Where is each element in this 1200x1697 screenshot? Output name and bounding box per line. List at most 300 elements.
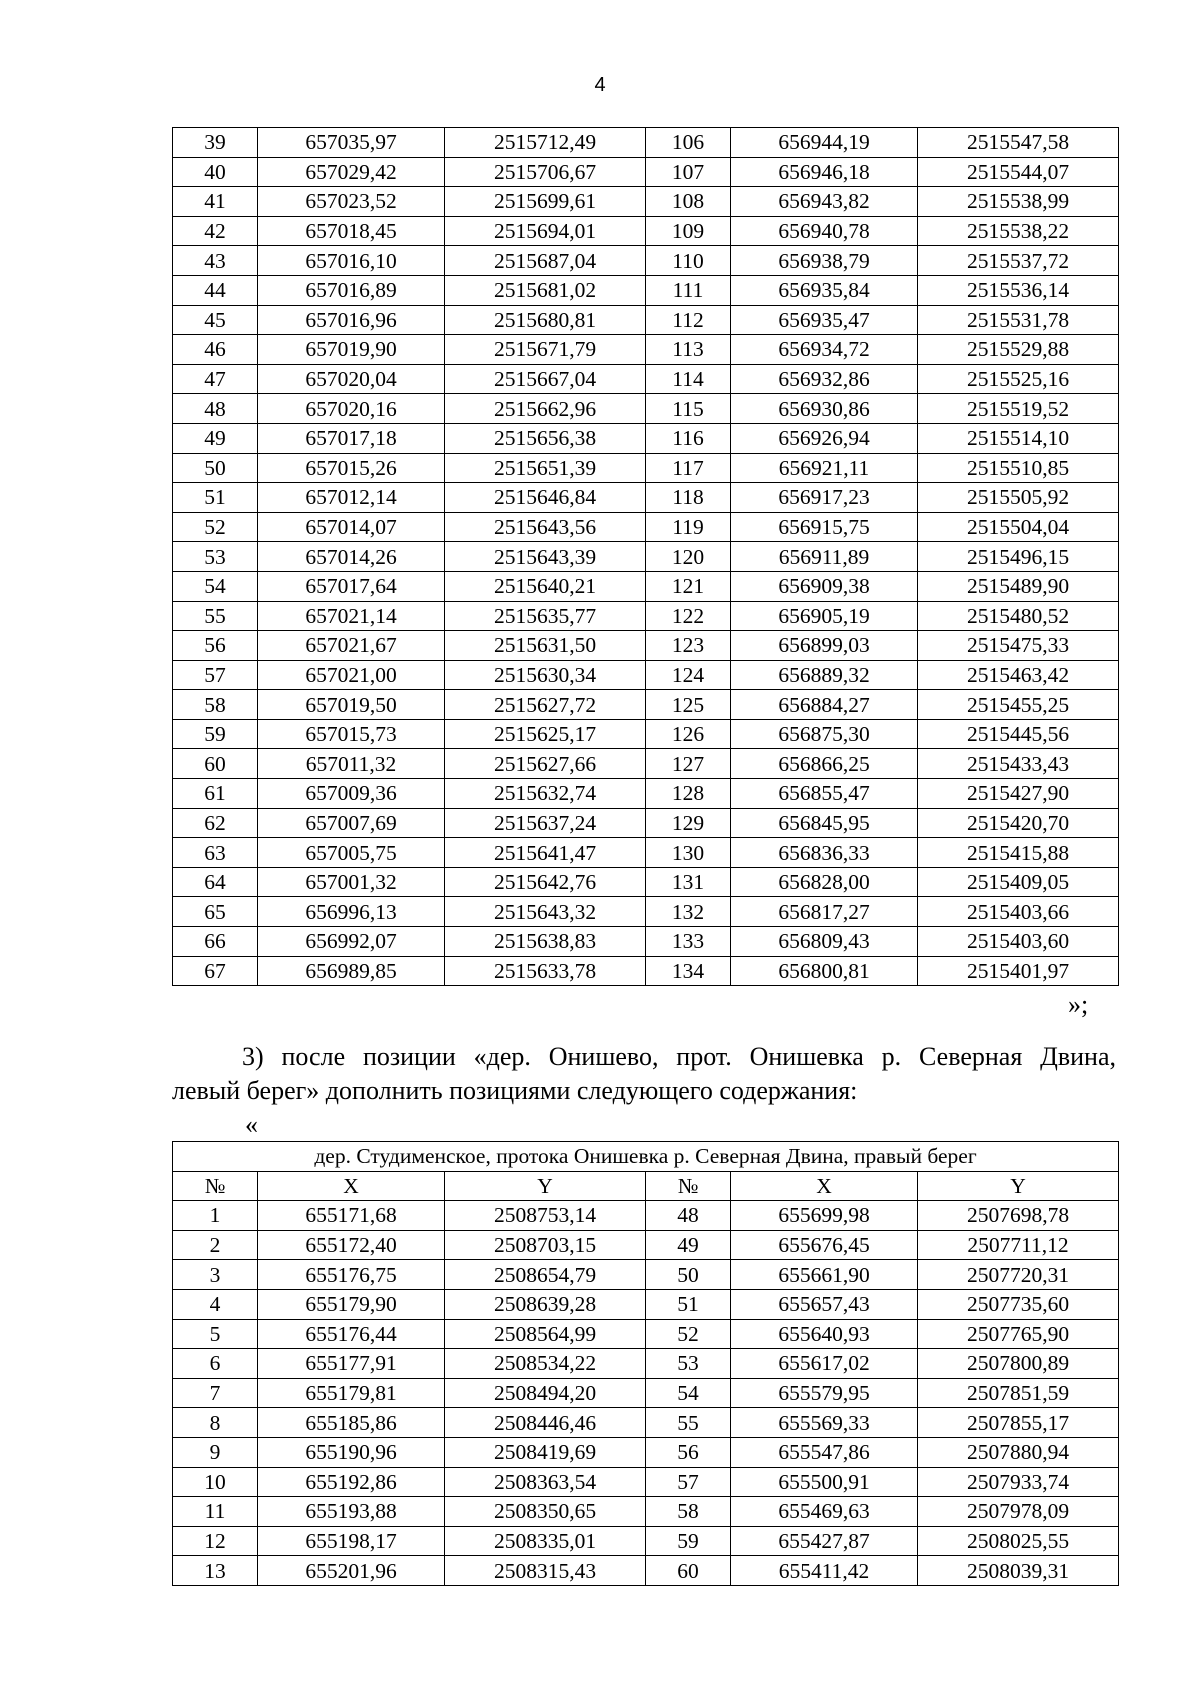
table-row: [173, 927, 1119, 957]
table-cell: 125: [646, 690, 731, 720]
table-cell: 59: [173, 719, 258, 749]
table-cell: 2508639,28: [445, 1289, 646, 1319]
table-cell: 656940,78: [731, 216, 918, 246]
table-cell: 2507765,90: [918, 1319, 1119, 1349]
column-header: №: [173, 1171, 258, 1201]
table-cell: 123: [646, 631, 731, 661]
table-cell: 656875,30: [731, 719, 918, 749]
table-cell: 655176,44: [258, 1319, 445, 1349]
table-cell: 120: [646, 542, 731, 572]
table-cell: 45: [173, 305, 258, 335]
table-row: [173, 542, 1119, 572]
table-cell: 2508363,54: [445, 1467, 646, 1497]
table-cell: 41: [173, 187, 258, 217]
column-header: №: [646, 1171, 731, 1201]
table-cell: 54: [646, 1378, 731, 1408]
table-cell: 2515671,79: [445, 335, 646, 365]
table-row: [173, 1230, 1119, 1260]
table-cell: 61: [173, 779, 258, 809]
table-cell: 656930,86: [731, 394, 918, 424]
table-row: [173, 1260, 1119, 1290]
table-cell: 656817,27: [731, 897, 918, 927]
table-row: [173, 1201, 1119, 1231]
table-cell: 2515455,25: [918, 690, 1119, 720]
table-cell: 656915,75: [731, 512, 918, 542]
table-cell: 2515510,85: [918, 453, 1119, 483]
table-cell: 2508703,15: [445, 1230, 646, 1260]
table-row: [173, 867, 1119, 897]
table-cell: 50: [173, 453, 258, 483]
column-header: X: [258, 1171, 445, 1201]
table-cell: 656866,25: [731, 749, 918, 779]
table-cell: 656944,19: [731, 128, 918, 158]
table-cell: 657019,90: [258, 335, 445, 365]
table-cell: 2515403,66: [918, 897, 1119, 927]
table-cell: 46: [173, 335, 258, 365]
table-cell: 67: [173, 956, 258, 986]
table-cell: 2515631,50: [445, 631, 646, 661]
opening-quote: «: [245, 1110, 258, 1139]
table-cell: 118: [646, 483, 731, 513]
table-cell: 114: [646, 364, 731, 394]
table-cell: 49: [646, 1230, 731, 1260]
table-cell: 656899,03: [731, 631, 918, 661]
table-cell: 2515505,92: [918, 483, 1119, 513]
table-row: [173, 1526, 1119, 1556]
table-cell: 122: [646, 601, 731, 631]
table-cell: 1: [173, 1201, 258, 1231]
table-cell: 12: [173, 1526, 258, 1556]
table-cell: 657014,07: [258, 512, 445, 542]
coordinates-table-studimenskoe: [172, 1141, 1119, 1586]
table-cell: 2515635,77: [445, 601, 646, 631]
table-cell: 657016,89: [258, 275, 445, 305]
table-cell: 39: [173, 128, 258, 158]
table-cell: 656935,84: [731, 275, 918, 305]
table-row: [173, 897, 1119, 927]
table-cell: 655500,91: [731, 1467, 918, 1497]
table-cell: 110: [646, 246, 731, 276]
table-cell: 57: [646, 1467, 731, 1497]
table-cell: 2508039,31: [918, 1556, 1119, 1586]
table-cell: 2515633,78: [445, 956, 646, 986]
table-cell: 657005,75: [258, 838, 445, 868]
table-cell: 657023,52: [258, 187, 445, 217]
coordinates-table-continued: [172, 127, 1119, 986]
paragraph-line-2: левый берег» дополнить позициями следующего содержания:: [172, 1076, 858, 1105]
table-cell: 108: [646, 187, 731, 217]
table-cell: 657021,67: [258, 631, 445, 661]
table-row: [173, 483, 1119, 513]
table-cell: 115: [646, 394, 731, 424]
table-cell: 655411,42: [731, 1556, 918, 1586]
table-cell: 2515409,05: [918, 867, 1119, 897]
table-row: [173, 157, 1119, 187]
table-cell: 655198,17: [258, 1526, 445, 1556]
table-row: [173, 394, 1119, 424]
table-cell: 49: [173, 423, 258, 453]
table-cell: 655176,75: [258, 1260, 445, 1290]
table-cell: 657014,26: [258, 542, 445, 572]
table-cell: 655617,02: [731, 1349, 918, 1379]
table-cell: 2515681,02: [445, 275, 646, 305]
table-cell: 657009,36: [258, 779, 445, 809]
table-cell: 8: [173, 1408, 258, 1438]
table-cell: 10: [173, 1467, 258, 1497]
table-cell: 657007,69: [258, 808, 445, 838]
table-cell: 656935,47: [731, 305, 918, 335]
table-cell: 655657,43: [731, 1289, 918, 1319]
closing-quote: »;: [1068, 990, 1089, 1019]
table-cell: 111: [646, 275, 731, 305]
table-cell: 657015,73: [258, 719, 445, 749]
table-cell: 64: [173, 867, 258, 897]
table-cell: 655193,88: [258, 1497, 445, 1527]
table-row: [173, 1289, 1119, 1319]
column-header: X: [731, 1171, 918, 1201]
table-cell: 2507851,59: [918, 1378, 1119, 1408]
table-cell: 657017,64: [258, 571, 445, 601]
table-cell: 52: [173, 512, 258, 542]
table-row: [173, 1319, 1119, 1349]
table-cell: 58: [173, 690, 258, 720]
table-cell: 2515536,14: [918, 275, 1119, 305]
table-cell: 657021,14: [258, 601, 445, 631]
table-cell: 55: [646, 1408, 731, 1438]
table-cell: 2508654,79: [445, 1260, 646, 1290]
table-cell: 2508534,22: [445, 1349, 646, 1379]
table-row: [173, 275, 1119, 305]
table-cell: 2515475,33: [918, 631, 1119, 661]
paragraph-line-1: 3) после позиции «дер. Онишево, прот. Онишевка р. Северная Двина,: [242, 1042, 1116, 1071]
table-cell: 113: [646, 335, 731, 365]
table-cell: 657020,16: [258, 394, 445, 424]
table-cell: 7: [173, 1378, 258, 1408]
table-cell: 2515651,39: [445, 453, 646, 483]
table-cell: 656828,00: [731, 867, 918, 897]
table-cell: 655469,63: [731, 1497, 918, 1527]
table-cell: 656917,23: [731, 483, 918, 513]
table-cell: 657020,04: [258, 364, 445, 394]
table-cell: 2515544,07: [918, 157, 1119, 187]
table-cell: 63: [173, 838, 258, 868]
table-cell: 655177,91: [258, 1349, 445, 1379]
table-cell: 2507880,94: [918, 1437, 1119, 1467]
table-cell: 2515496,15: [918, 542, 1119, 572]
table-cell: 655179,81: [258, 1378, 445, 1408]
table-row: [173, 1467, 1119, 1497]
table-cell: 2508315,43: [445, 1556, 646, 1586]
table-cell: 2515525,16: [918, 364, 1119, 394]
table-cell: 2515706,67: [445, 157, 646, 187]
table-cell: 132: [646, 897, 731, 927]
table-row: [173, 453, 1119, 483]
table-cell: 107: [646, 157, 731, 187]
table-row: [173, 660, 1119, 690]
column-header: Y: [918, 1171, 1119, 1201]
table-row: [173, 1349, 1119, 1379]
table-cell: 655179,90: [258, 1289, 445, 1319]
table-cell: 657035,97: [258, 128, 445, 158]
table-cell: 2508025,55: [918, 1526, 1119, 1556]
table-cell: 2: [173, 1230, 258, 1260]
table-cell: 656845,95: [731, 808, 918, 838]
table-cell: 2515680,81: [445, 305, 646, 335]
table-cell: 657018,45: [258, 216, 445, 246]
table-cell: 2508753,14: [445, 1201, 646, 1231]
table-cell: 133: [646, 927, 731, 957]
table-cell: 2515667,04: [445, 364, 646, 394]
table-row: [173, 364, 1119, 394]
table-cell: 53: [173, 542, 258, 572]
table-cell: 656926,94: [731, 423, 918, 453]
table-cell: 127: [646, 749, 731, 779]
table-cell: 2515415,88: [918, 838, 1119, 868]
table-cell: 48: [646, 1201, 731, 1231]
table-cell: 656905,19: [731, 601, 918, 631]
table-cell: 2515643,32: [445, 897, 646, 927]
table-cell: 50: [646, 1260, 731, 1290]
table-cell: 128: [646, 779, 731, 809]
table-cell: 119: [646, 512, 731, 542]
table-cell: 655190,96: [258, 1437, 445, 1467]
table-cell: 655172,40: [258, 1230, 445, 1260]
table-cell: 657012,14: [258, 483, 445, 513]
table-cell: 112: [646, 305, 731, 335]
table-cell: 121: [646, 571, 731, 601]
table-cell: 11: [173, 1497, 258, 1527]
table-cell: 657015,26: [258, 453, 445, 483]
table-cell: 40: [173, 157, 258, 187]
table-cell: 47: [173, 364, 258, 394]
table-cell: 657011,32: [258, 749, 445, 779]
table-row: [173, 779, 1119, 809]
table-row: [173, 749, 1119, 779]
table-cell: 2515538,99: [918, 187, 1119, 217]
table-cell: 656989,85: [258, 956, 445, 986]
table-cell: 60: [646, 1556, 731, 1586]
table-cell: 655699,98: [731, 1201, 918, 1231]
table-cell: 134: [646, 956, 731, 986]
table-row: [173, 423, 1119, 453]
table-cell: 2515489,90: [918, 571, 1119, 601]
table-cell: 2515547,58: [918, 128, 1119, 158]
table-cell: 655427,87: [731, 1526, 918, 1556]
table-row: [173, 1408, 1119, 1438]
table-cell: 657016,10: [258, 246, 445, 276]
table-cell: 48: [173, 394, 258, 424]
table-cell: 2515656,38: [445, 423, 646, 453]
table-cell: 106: [646, 128, 731, 158]
table-cell: 657017,18: [258, 423, 445, 453]
table-cell: 9: [173, 1437, 258, 1467]
table-cell: 6: [173, 1349, 258, 1379]
table-cell: 2508494,20: [445, 1378, 646, 1408]
table-row: [173, 690, 1119, 720]
table-cell: 2515638,83: [445, 927, 646, 957]
table-row: [173, 1378, 1119, 1408]
table-cell: 109: [646, 216, 731, 246]
page-number: 4: [594, 74, 606, 96]
table-cell: 655579,95: [731, 1378, 918, 1408]
table-row: [173, 305, 1119, 335]
table-cell: 66: [173, 927, 258, 957]
table-cell: 2515699,61: [445, 187, 646, 217]
table-cell: 2515694,01: [445, 216, 646, 246]
table-cell: 2515630,34: [445, 660, 646, 690]
table-row: [173, 512, 1119, 542]
table-cell: 2508419,69: [445, 1437, 646, 1467]
table-cell: 131: [646, 867, 731, 897]
table-cell: 2515712,49: [445, 128, 646, 158]
table-cell: 56: [646, 1437, 731, 1467]
table-row: [173, 601, 1119, 631]
table-row: [173, 335, 1119, 365]
table-row: [173, 187, 1119, 217]
table-cell: 2507933,74: [918, 1467, 1119, 1497]
table-cell: 2515445,56: [918, 719, 1119, 749]
table-cell: 2515420,70: [918, 808, 1119, 838]
table-cell: 656889,32: [731, 660, 918, 690]
table-cell: 655171,68: [258, 1201, 445, 1231]
table-cell: 656855,47: [731, 779, 918, 809]
table-row: [173, 216, 1119, 246]
table-cell: 44: [173, 275, 258, 305]
table-row: [173, 719, 1119, 749]
table-cell: 62: [173, 808, 258, 838]
table-cell: 2507800,89: [918, 1349, 1119, 1379]
table-cell: 656938,79: [731, 246, 918, 276]
table-cell: 655185,86: [258, 1408, 445, 1438]
table-cell: 52: [646, 1319, 731, 1349]
table-cell: 2515529,88: [918, 335, 1119, 365]
table-row: [173, 128, 1119, 158]
table-cell: 2515538,22: [918, 216, 1119, 246]
table-cell: 116: [646, 423, 731, 453]
table-cell: 2515643,56: [445, 512, 646, 542]
table-cell: 2515646,84: [445, 483, 646, 513]
table-cell: 58: [646, 1497, 731, 1527]
table-cell: 657029,42: [258, 157, 445, 187]
table-cell: 2515401,97: [918, 956, 1119, 986]
table-cell: 2515531,78: [918, 305, 1119, 335]
table-row: [173, 1497, 1119, 1527]
table-cell: 657016,96: [258, 305, 445, 335]
table-cell: 2507711,12: [918, 1230, 1119, 1260]
table-row: [173, 631, 1119, 661]
table-cell: 2508564,99: [445, 1319, 646, 1349]
table-cell: 655569,33: [731, 1408, 918, 1438]
table-cell: 2515640,21: [445, 571, 646, 601]
column-header: Y: [445, 1171, 646, 1201]
table-cell: 656911,89: [731, 542, 918, 572]
table-cell: 2515643,39: [445, 542, 646, 572]
table-cell: 65: [173, 897, 258, 927]
table-cell: 2515427,90: [918, 779, 1119, 809]
amendment-paragraph: [172, 1040, 1116, 1108]
table-cell: 2507720,31: [918, 1260, 1119, 1290]
table-row: [173, 808, 1119, 838]
table-cell: 2515642,76: [445, 867, 646, 897]
table-row: [173, 1437, 1119, 1467]
table-row: [173, 838, 1119, 868]
table-cell: 2508446,46: [445, 1408, 646, 1438]
table-title: дер. Студименское, протока Онишевка р. Северная Двина, правый берег: [173, 1142, 1119, 1172]
table-cell: 2515632,74: [445, 779, 646, 809]
table-cell: 2515687,04: [445, 246, 646, 276]
table-cell: 2507978,09: [918, 1497, 1119, 1527]
table-cell: 655192,86: [258, 1467, 445, 1497]
table-cell: 43: [173, 246, 258, 276]
table-cell: 656921,11: [731, 453, 918, 483]
table-cell: 130: [646, 838, 731, 868]
table-cell: 2508335,01: [445, 1526, 646, 1556]
table-cell: 657001,32: [258, 867, 445, 897]
table-cell: 59: [646, 1526, 731, 1556]
table-cell: 2515627,72: [445, 690, 646, 720]
table-cell: 2507855,17: [918, 1408, 1119, 1438]
table-cell: 129: [646, 808, 731, 838]
table-cell: 124: [646, 660, 731, 690]
table-cell: 656934,72: [731, 335, 918, 365]
table-cell: 655640,93: [731, 1319, 918, 1349]
table-cell: 57: [173, 660, 258, 690]
table-cell: 2515433,43: [918, 749, 1119, 779]
table-cell: 51: [646, 1289, 731, 1319]
table-cell: 56: [173, 631, 258, 661]
table-row: [173, 246, 1119, 276]
table-cell: 5: [173, 1319, 258, 1349]
table-cell: 655661,90: [731, 1260, 918, 1290]
table-cell: 55: [173, 601, 258, 631]
table-cell: 656836,33: [731, 838, 918, 868]
table-cell: 126: [646, 719, 731, 749]
table-cell: 2515403,60: [918, 927, 1119, 957]
table-cell: 54: [173, 571, 258, 601]
table-cell: 655201,96: [258, 1556, 445, 1586]
table-cell: 656992,07: [258, 927, 445, 957]
table-cell: 2515504,04: [918, 512, 1119, 542]
table-cell: 2508350,65: [445, 1497, 646, 1527]
table-cell: 3: [173, 1260, 258, 1290]
table-cell: 13: [173, 1556, 258, 1586]
table-cell: 2515662,96: [445, 394, 646, 424]
table-cell: 2515625,17: [445, 719, 646, 749]
table-cell: 51: [173, 483, 258, 513]
table-cell: 656809,43: [731, 927, 918, 957]
table-cell: 117: [646, 453, 731, 483]
table-cell: 657021,00: [258, 660, 445, 690]
table-cell: 53: [646, 1349, 731, 1379]
table-cell: 656946,18: [731, 157, 918, 187]
table-cell: 657019,50: [258, 690, 445, 720]
table-cell: 656996,13: [258, 897, 445, 927]
table-cell: 2507735,60: [918, 1289, 1119, 1319]
table-cell: 2515514,10: [918, 423, 1119, 453]
table-cell: 656884,27: [731, 690, 918, 720]
table-cell: 60: [173, 749, 258, 779]
table-cell: 656943,82: [731, 187, 918, 217]
table-cell: 656909,38: [731, 571, 918, 601]
table-cell: 656932,86: [731, 364, 918, 394]
table-row: [173, 571, 1119, 601]
table-cell: 2515519,52: [918, 394, 1119, 424]
table-cell: 4: [173, 1289, 258, 1319]
table-cell: 2507698,78: [918, 1201, 1119, 1231]
table-cell: 42: [173, 216, 258, 246]
table-cell: 2515480,52: [918, 601, 1119, 631]
table-cell: 2515637,24: [445, 808, 646, 838]
